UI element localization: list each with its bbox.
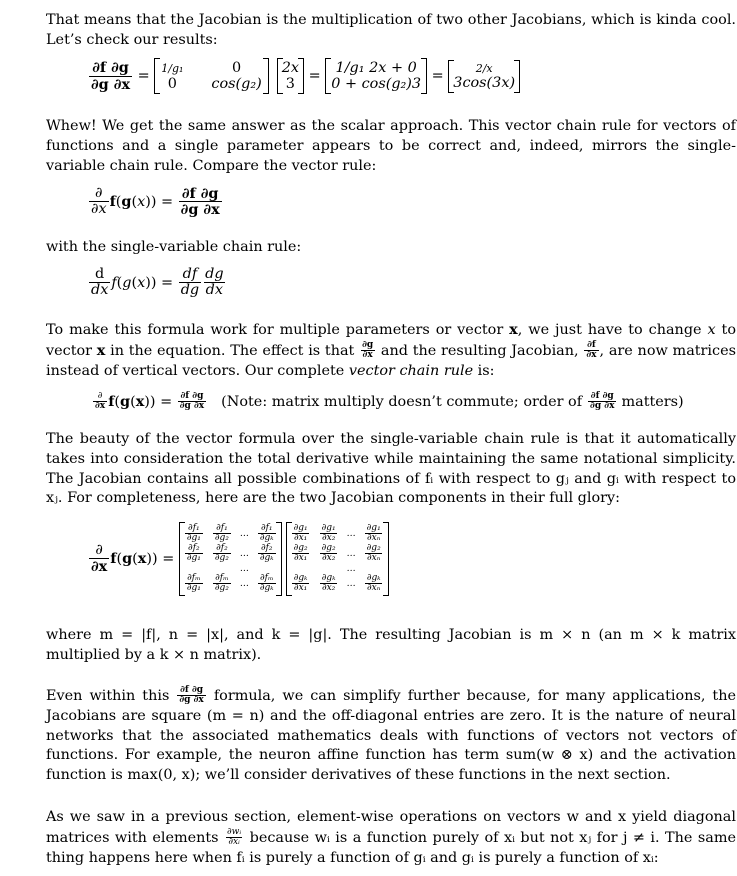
eq1-m1-b: 0 [231,60,242,76]
eq1-lhs-den: ∂g ∂x [91,75,131,93]
eq1-matrix-2 [325,58,427,94]
paragraph-dimensions: where m = |f|, n = |x|, and k = |g|. The resulting Jacobian is m × n (an m × k matrix multiplied by a k × n matrix). [46,627,736,663]
equation-vector-rule: $\frac{\partial}{\partial x}$ f ( g ( x )) = $\frac{\partial f \partial g}{\partial g \partial x}$ [91,185,220,219]
jacobian-dg-dx: $\frac{\text{∂g₁}}{\text{∂x₁}}$ $\frac{\text{∂g₁}}{\text{∂x₂}}$ … $\frac{\text{∂g₁}}{\text{∂xₙ}}$ $\frac{\text{∂g₂}}{\text{∂x₁}}$ $\frac{\text{∂g₂}}{\text{∂x₂}}$ … $\frac{\text{∂g₂}}{\text{∂xₙ}}$ … $\frac{\text{∂gₖ}}{\text{∂x₁}}$ $\frac{\text{∂gₖ}}{\text{∂x₂}}$ … $\frac{\text{∂gₖ}}{\text{∂xₙ}}$ [286,522,389,596]
eq1-m3-a: 2/x [475,61,493,75]
paragraph-simplify: Even within this $\frac{\partial f \partial g}{\partial g \partial x}$ formula, we can simplify further because, for many applications, the Jacobians are square (m = n) and the off-diagonal entries are zero. It is the nature of neural networks that the associated mathematics deals with functions of vectors not vectors of functions. For example, the neuron affine function has term sum(w ⊗ x) and the activation function is max(0, x); we’ll consider derivatives of these functions in the next section. [46,685,737,784]
paragraph-element-wise: As we saw in a previous section, element-wise operations on vectors w and x yield diagonal matrices with elements $\frac{\text{∂wᵢ}}{\text{∂xᵢ}}$ because wᵢ is a function purely of xᵢ but not xⱼ for j ≠ i. The same thing happens here when fᵢ is purely a function of gᵢ and gᵢ is purely a function of xᵢ: [46,809,736,866]
paragraph-whew: Whew! We get the same answer as the scalar approach. This vector chain rule for vectors of functions and a single parameter appears to be correct and, indeed, mirrors the single-variable chain rule. Compare the vector rule: [46,118,736,174]
eq1-m3-b: 3cos(3x) [453,74,516,91]
equation-check-results: $\frac{\partial f \partial g}{\partial g \partial x}$ = 1/g₁ 0 0 cos(g₂) 2x 3 = 1/g₁ 2x + 0 0 + cos(g₂)3 = 2/x 3cos(3x) [88,58,520,94]
paragraph-single-variable: with the single-variable chain rule: [46,239,302,255]
equation-full-jacobians: $\frac{\partial}{\partial x}$ f ( g ( x )) = $\frac{\text{∂f₁}}{\text{∂g₁}}$ $\frac{\text{∂f₁}}{\text{∂g₂}}$ … $\frac{\text{∂f₁}}{\text{∂gₖ}}$ $\frac{\text{∂f₂}}{\text{∂g₁}}$ $\frac{\text{∂f₂}}{\text{∂g₂}}$ … $\frac{\text{∂f₂}}{\text{∂gₖ}}$ … $\frac{\text{∂fₘ}}{\text{∂g₁}}$ $\frac{\text{∂fₘ}}{\text{∂g₂}}$ … $\frac{\text{∂fₘ}}{\text{∂gₖ}}$ $\frac{\text{∂g₁}}{\text{∂x₁}}$ $\frac{\text{∂g₁}}{\text{∂x₂}}$ … $\frac{\text{∂g₁}}{\text{∂xₙ}}$ $\frac{\text{∂g₂}}{\text{∂x₁}}$ $\frac{\text{∂g₂}}{\text{∂x₂}}$ … $\frac{\text{∂g₂}}{\text{∂xₙ}}$ … $\frac{\text{∂gₖ}}{\text{∂x₁}}$ $\frac{\text{∂gₖ}}{\text{∂x₂}}$ … $\frac{\text{∂gₖ}}{\text{∂xₙ}}$ [88,522,389,596]
eq1-vector-1 [277,58,304,94]
eq1-lhs-num: ∂f ∂g [92,59,129,77]
eq1-v1-b: 3 [285,76,295,92]
commute-note: (Note: matrix multiply doesn’t commute; order of [221,393,583,410]
paragraph-beauty: The beauty of the vector formula over the single-variable chain rule is that it automatically takes into consideration the total derivative while maintaining the same notational simplicity. The Jacobian contains all possible combinations of fᵢ with respect to gⱼ and gᵢ with respect to xⱼ. For completeness, here are the two Jacobian components in their full glory: [46,431,736,507]
eq1-m1-d: cos(g₂) [211,76,262,92]
eq1-m1-a: 1/g₁ [161,61,184,75]
eq1-m2-a: 1/g₁ 2x + 0 [335,60,417,76]
eq1-m2-b: 0 + cos(g₂)3 [331,76,422,92]
eq1-m1-c: 0 [167,76,177,92]
paragraph-jacobian-intro: That means that the Jacobian is the multiplication of two other Jacobians, which is kinda cool. Let’s check our results: [46,12,736,48]
equation-single-variable-rule: $\frac{d}{dx}$ f ( g ( x )) = $\frac{df}{dg}$ $\frac{dg}{dx}$ [91,266,224,299]
eq1-matrix-1 [154,58,268,94]
jacobian-df-dg: $\frac{\text{∂f₁}}{\text{∂g₁}}$ $\frac{\text{∂f₁}}{\text{∂g₂}}$ … $\frac{\text{∂f₁}}{\text{∂gₖ}}$ $\frac{\text{∂f₂}}{\text{∂g₁}}$ $\frac{\text{∂f₂}}{\text{∂g₂}}$ … $\frac{\text{∂f₂}}{\text{∂gₖ}}$ … $\frac{\text{∂fₘ}}{\text{∂g₁}}$ $\frac{\text{∂fₘ}}{\text{∂g₂}}$ … $\frac{\text{∂fₘ}}{\text{∂gₖ}}$ [179,522,282,596]
commute-note-end: matters) [621,393,684,410]
paragraph-multiple-parameters: To make this formula work for multiple parameters or vector x, we just have to change x to vector x in the equation. The effect is that $\frac{\partial g}{\partial x}$ and the resulting Jacobian, $\frac{\partial f}{\partial x}$ , are now matrices instead of vertical vectors. Our complete vector chain rule is: [46,321,736,379]
equation-complete-vector-chain-rule: $\frac{\partial}{\partial x}$ f ( g ( x )) = $\frac{\partial f \partial g}{\partial g \partial x}$ (Note: matrix multiply doesn’t commute; order of $\frac{\partial f \partial g}{\partial g \partial x}$ matters) [95,391,684,412]
eq1-v1-a: 2x [281,60,300,76]
eq1-matrix-3 [448,60,520,93]
